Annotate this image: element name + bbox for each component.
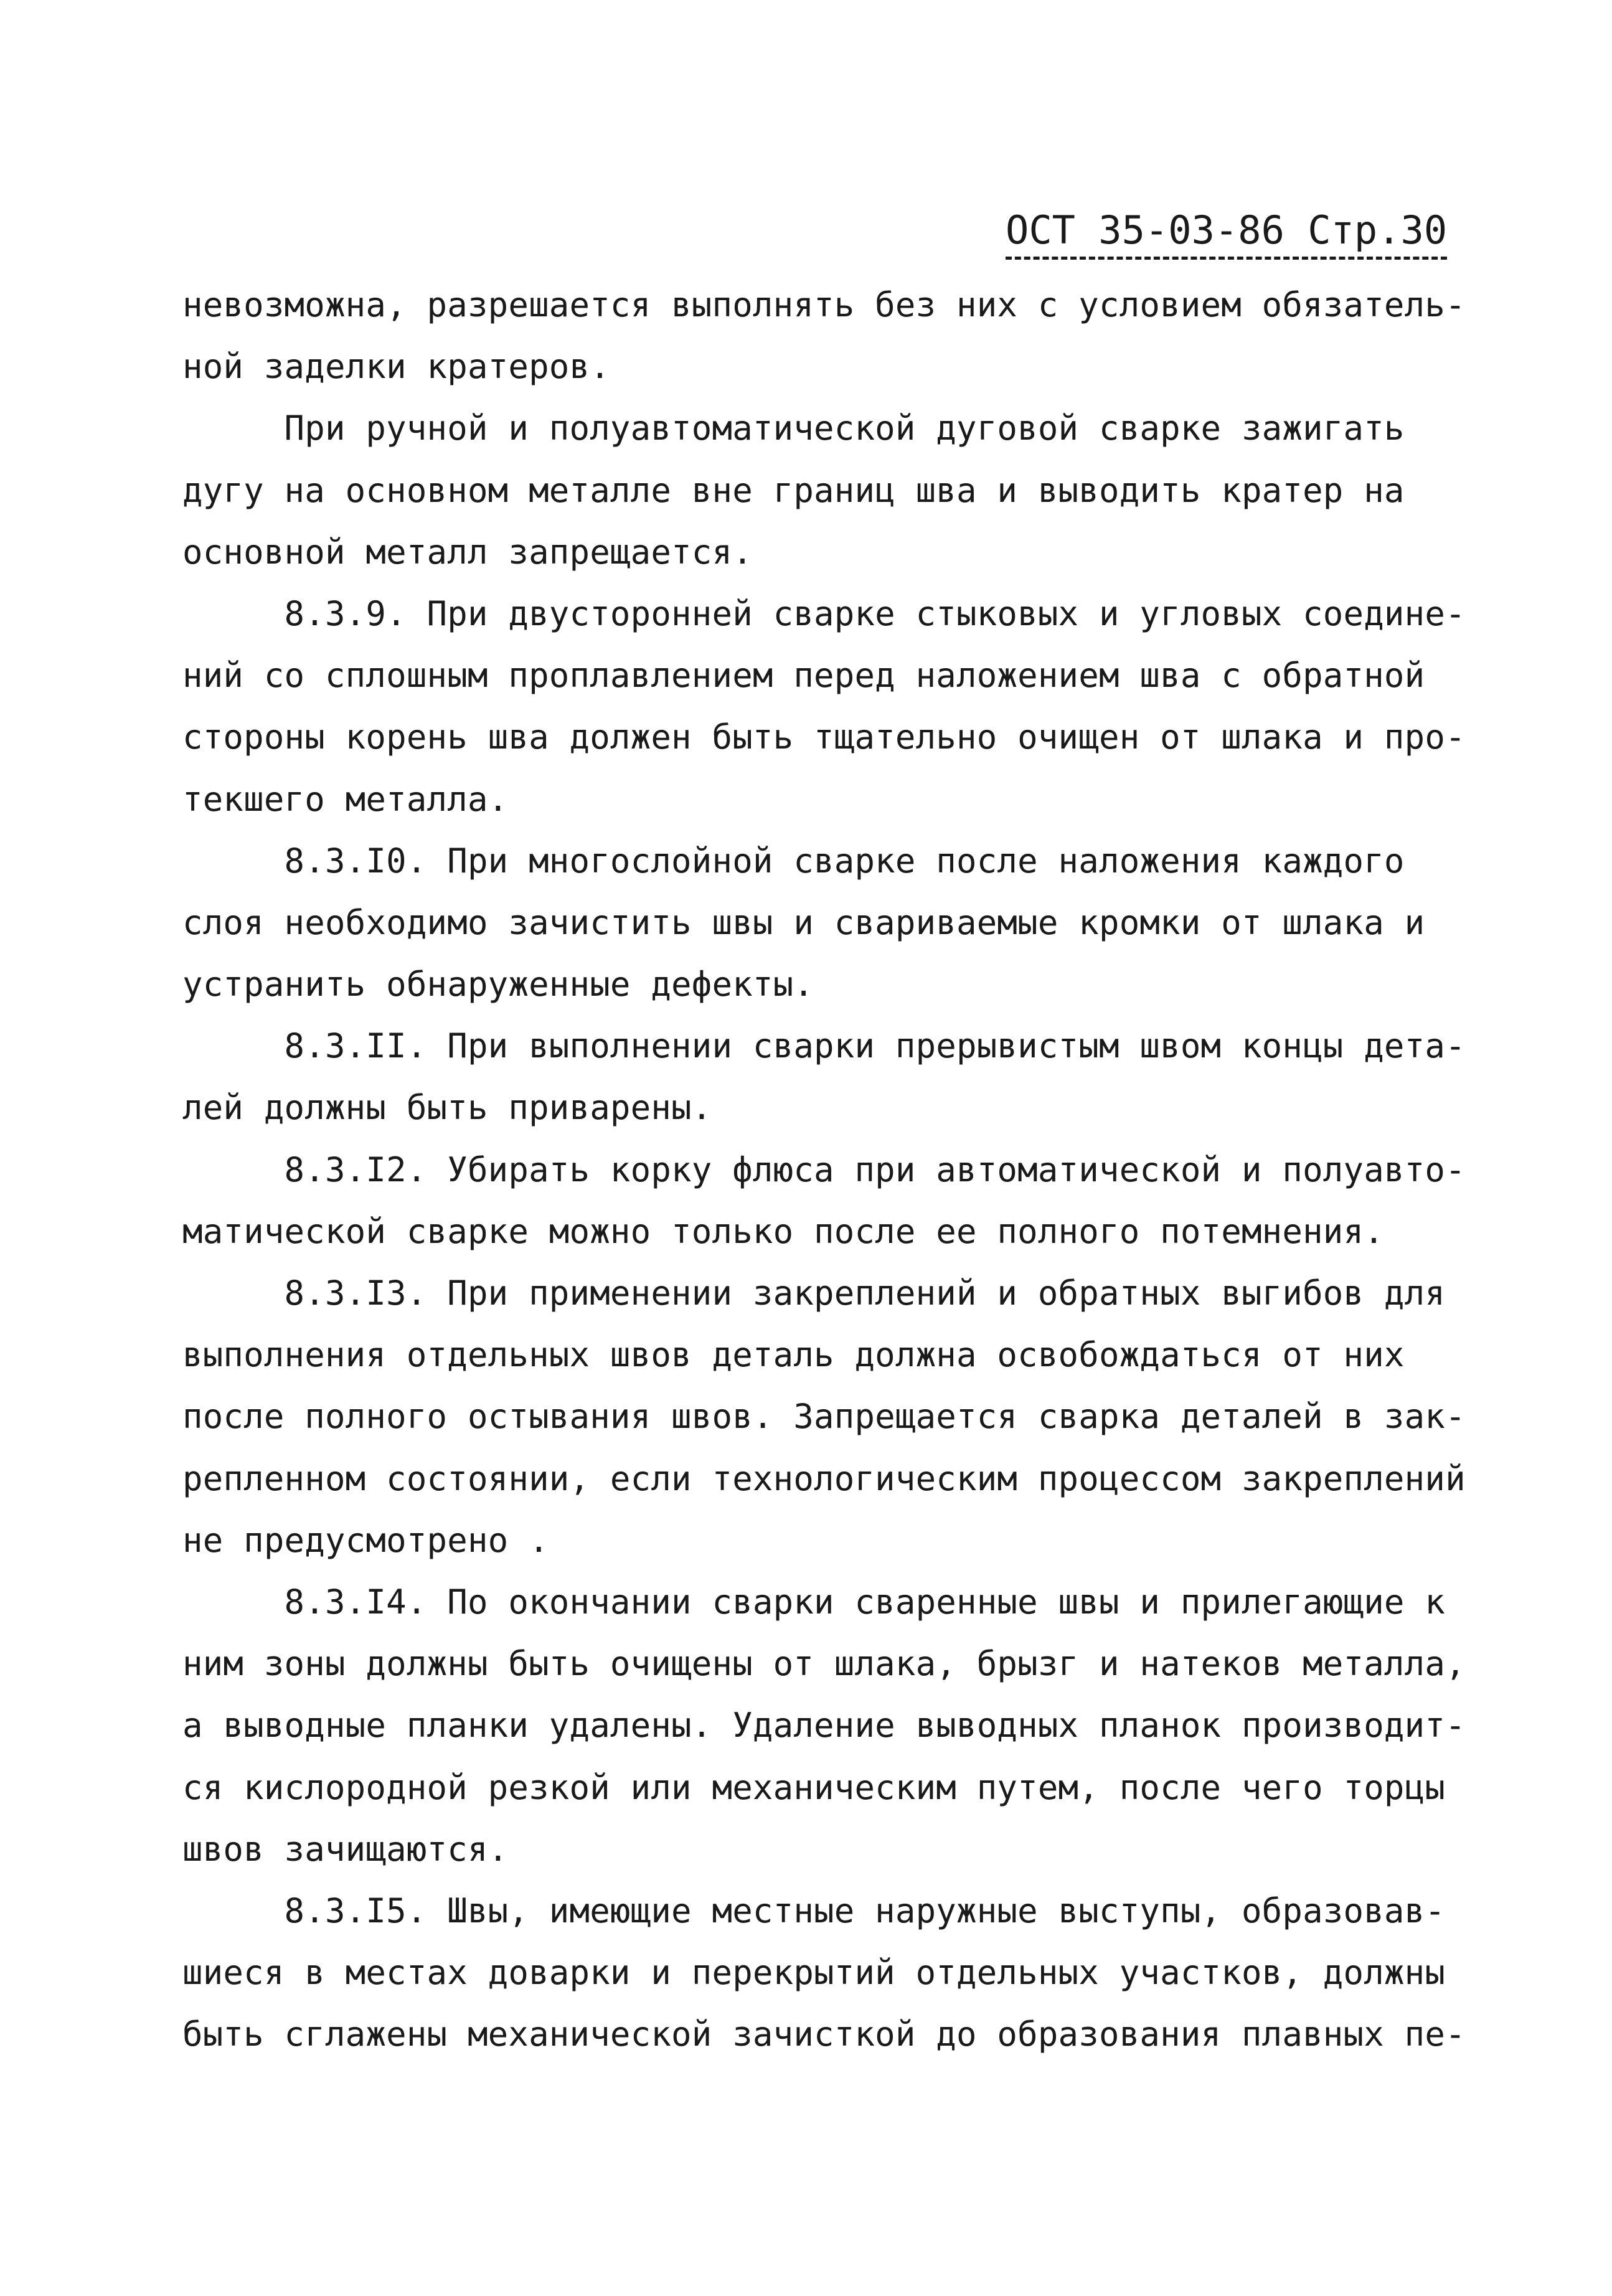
text-line: При ручной и полуавтоматической дуговой сварке зажигать <box>182 409 1405 448</box>
text-line: основной металл запрещается. <box>182 532 753 572</box>
text-line: 8.3.I5. Швы, имеющие местные наружные выступы, образовав- <box>182 1891 1446 1930</box>
text-line: матической сварке можно только после ее полного потемнения. <box>182 1211 1384 1251</box>
text-line: шиеся в местах доварки и перекрытий отдельных участков, должны <box>182 1953 1446 1993</box>
text-line: 8.3.I4. По окончании сварки сваренные швы и прилегающие к <box>182 1582 1446 1622</box>
text-line: 8.3.I2. Убирать корку флюса при автоматической и полуавто- <box>182 1150 1466 1189</box>
text-line: стороны корень шва должен быть тщательно очищен от шлака и про- <box>182 717 1466 757</box>
text-line: ной заделки кратеров. <box>182 347 610 387</box>
document-code: ОСТ 35-03-86 Стр.30 <box>1006 206 1447 260</box>
text-line: ся кислородной резкой или механическим путем, после чего торцы <box>182 1767 1446 1807</box>
text-line: текшего металла. <box>182 779 509 819</box>
text-line: 8.3.9. При двусторонней сварке стыковых и угловых соедине- <box>182 593 1466 633</box>
text-line: 8.3.II. При выполнении сварки прерывистым швом концы дета- <box>182 1026 1466 1066</box>
text-line: 8.3.I0. При многослойной сварке после наложения каждого <box>182 841 1405 881</box>
text-line: выполнения отдельных швов деталь должна освобождаться от них <box>182 1335 1405 1375</box>
text-line: устранить обнаруженные дефекты. <box>182 965 814 1004</box>
text-line: дугу на основном металле вне границ шва и выводить кратер на <box>182 470 1405 510</box>
text-line: ний со сплошным проплавлением перед наложением шва с обратной <box>182 656 1425 696</box>
text-line: швов зачищаются. <box>182 1829 509 1869</box>
text-line: быть сглажены механической зачисткой до образования плавных пе- <box>182 2015 1466 2054</box>
text-line: невозможна, разрешается выполнять без них с условием обязатель- <box>182 285 1466 324</box>
text-line: не предусмотрено . <box>182 1520 549 1560</box>
text-line: после полного остывания швов. Запрещается сварка деталей в зак- <box>182 1397 1466 1437</box>
text-line: а выводные планки удалены. Удаление выводных планок производит- <box>182 1706 1466 1746</box>
text-line: 8.3.I3. При применении закреплений и обратных выгибов для <box>182 1273 1446 1313</box>
document-body <box>182 274 1466 2065</box>
page-header <box>1006 206 1447 260</box>
text-line: слоя необходимо зачистить швы и свариваемые кромки от шлака и <box>182 902 1425 942</box>
text-line: репленном состоянии, если технологическим процессом закреплений <box>182 1458 1466 1498</box>
text-line: ним зоны должны быть очищены от шлака, брызг и натеков металла, <box>182 1644 1466 1684</box>
text-line: лей должны быть приварены. <box>182 1088 712 1128</box>
